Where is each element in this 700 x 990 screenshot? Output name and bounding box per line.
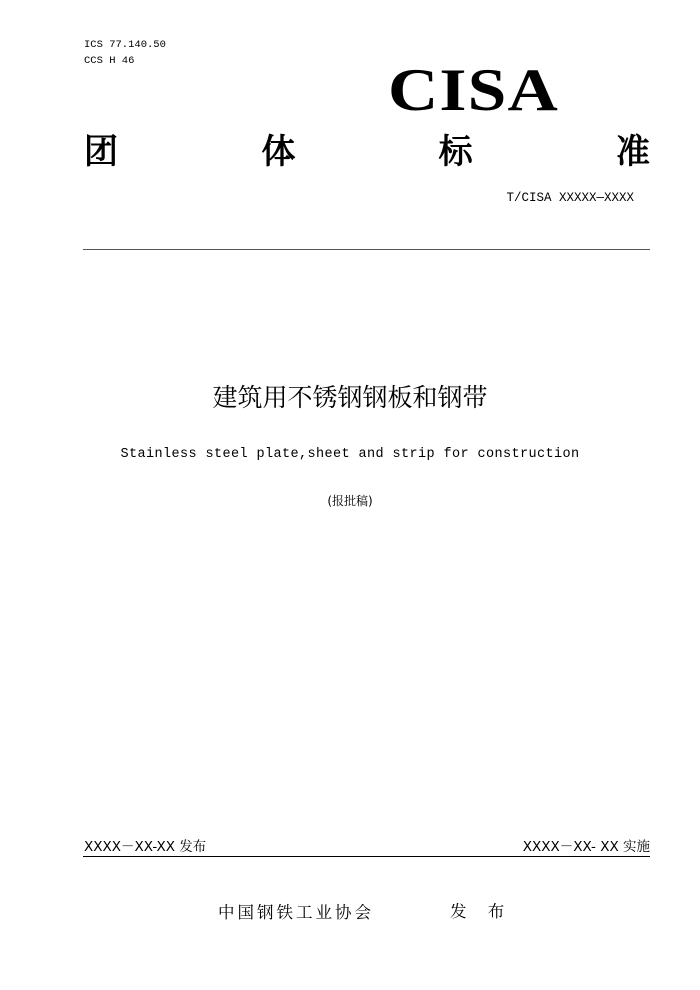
- issue-label: 发 布: [450, 902, 513, 921]
- classification-codes: [84, 37, 166, 69]
- cisa-logo: CISA: [388, 57, 559, 123]
- bottom-divider: [83, 856, 650, 857]
- publish-date: XXXX－XX-XX 发布: [84, 839, 207, 855]
- issuing-organization: 中国钢铁工业协会: [218, 903, 374, 922]
- top-divider: [83, 249, 650, 250]
- ics-code: ICS 77.140.50: [84, 39, 166, 51]
- document-type-char: 准: [615, 132, 650, 172]
- title-chinese: 建筑用不锈钢钢板和钢带: [212, 383, 488, 412]
- draft-stage-label: (报批稿): [327, 494, 373, 508]
- document-type-char: 标: [438, 132, 473, 172]
- document-type-heading: [84, 130, 650, 174]
- implementation-date: XXXX－XX- XX 实施: [522, 839, 650, 855]
- document-type-char: 团: [84, 132, 118, 172]
- standard-number: T/CISA XXXXX—XXXX: [506, 191, 634, 205]
- ccs-code: CCS H 46: [84, 55, 135, 67]
- title-english: Stainless steel plate,sheet and strip for construction: [120, 447, 580, 462]
- document-type-char: 体: [261, 132, 296, 172]
